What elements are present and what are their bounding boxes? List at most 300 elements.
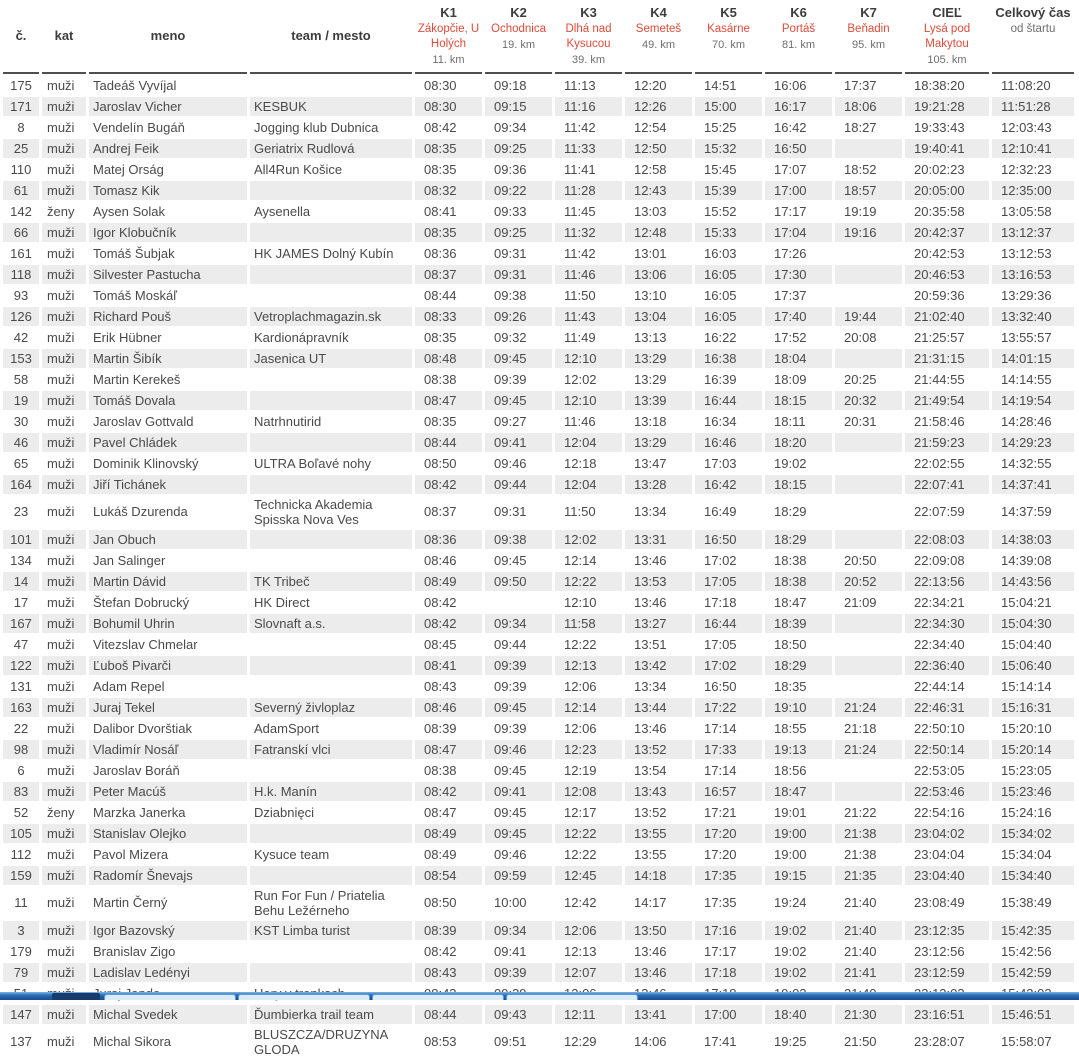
k1-time: 08:49 — [415, 572, 482, 591]
team-cell — [250, 866, 412, 885]
k4-time: 13:44 — [625, 698, 692, 717]
finish-time: 21:58:46 — [914, 413, 965, 429]
table-row — [3, 223, 1074, 242]
table-row — [3, 118, 1074, 137]
k2-time: 09:22 — [485, 181, 552, 200]
k6-time: 18:09 — [774, 371, 807, 387]
k3-time: 11:28 — [555, 181, 622, 200]
k1-time: 08:43 — [415, 963, 482, 982]
k5-time: 15:25 — [704, 119, 737, 135]
column-header-K2 — [485, 2, 552, 74]
k2-time: 09:15 — [485, 97, 552, 116]
k7-time: 18:27 — [844, 119, 877, 135]
category-cell: muži — [42, 866, 86, 885]
k5-time: 16:05 — [704, 287, 737, 303]
k5-time: 17:18 — [695, 963, 762, 982]
k2-time: 09:34 — [485, 614, 552, 633]
k2-time: 09:59 — [485, 866, 552, 885]
rank-cell: 66 — [3, 223, 39, 242]
k4-time: 12:48 — [625, 223, 692, 242]
k6-time: 18:39 — [765, 614, 832, 633]
team-cell — [250, 370, 412, 389]
team-cell: Ďumbierka trail team — [250, 1005, 412, 1024]
k6-time: 19:13 — [765, 740, 832, 759]
column-label: team / mesto — [291, 27, 371, 43]
team-cell: Geriatrix Rudlová — [250, 139, 412, 158]
name-cell: Martin Kerekeš — [93, 371, 181, 387]
name-cell: Igor Klobučník — [89, 223, 247, 242]
k7-time — [835, 761, 902, 780]
k3-time: 11:13 — [564, 77, 596, 93]
total-time: 15:04:40 — [1001, 636, 1052, 652]
k6-time: 18:38 — [765, 572, 832, 591]
k3-time: 11:32 — [555, 223, 622, 242]
rank-cell: 93 — [13, 287, 29, 303]
k3-time: 11:58 — [555, 614, 622, 633]
k4-time: 13:43 — [625, 782, 692, 801]
checkpoint-distance: 11. km — [432, 53, 465, 66]
checkpoint-distance: 39. km — [571, 53, 605, 66]
k2-time: 09:39 — [485, 656, 552, 675]
k3-time: 11:50 — [564, 287, 596, 303]
k6-time: 19:01 — [774, 804, 807, 820]
team-cell: Vetroplachmagazin.sk — [250, 307, 412, 326]
total-time: 11:51:28 — [992, 97, 1074, 116]
name-cell: Igor Bazovský — [89, 921, 247, 940]
category-cell: muži — [47, 895, 75, 911]
table-row — [3, 1005, 1074, 1024]
k3-time: 11:42 — [564, 245, 596, 261]
checkpoint-distance: 49. km — [641, 38, 675, 51]
k2-time: 09:45 — [485, 391, 552, 410]
rank-cell: 17 — [13, 594, 29, 610]
rank-cell: 25 — [3, 139, 39, 158]
k1-time: 08:47 — [424, 804, 457, 820]
finish-time: 20:02:23 — [914, 161, 965, 177]
k7-time: 20:08 — [844, 329, 877, 345]
k3-time: 12:08 — [555, 782, 622, 801]
column-header-K4 — [625, 2, 692, 74]
k1-time: 08:42 — [415, 782, 482, 801]
table-row — [3, 370, 1074, 389]
team-cell — [250, 286, 412, 305]
category-cell: muži — [47, 329, 75, 345]
rank-cell: 118 — [3, 265, 39, 284]
table-row — [3, 677, 1074, 696]
k3-time: 11:46 — [555, 265, 622, 284]
name-cell: Tomasz Kik — [89, 181, 247, 200]
name-cell: Marzka Janerka — [93, 804, 186, 820]
column-header-team / mesto — [250, 2, 412, 74]
k2-time: 09:27 — [494, 413, 527, 429]
k5-time: 17:18 — [704, 594, 737, 610]
team-cell — [250, 530, 412, 549]
column-label: CIEĽ — [932, 5, 962, 20]
team-cell — [250, 433, 412, 452]
total-time: 12:03:43 — [1001, 119, 1052, 135]
k1-time: 08:33 — [415, 307, 482, 326]
checkpoint-distance: 95. km — [851, 38, 885, 51]
column-label: K3 — [580, 5, 597, 20]
rank-cell: 98 — [3, 740, 39, 759]
k5-time: 15:33 — [695, 223, 762, 242]
k5-time: 16:57 — [695, 782, 762, 801]
k6-time: 19:15 — [765, 866, 832, 885]
k1-time: 08:48 — [415, 349, 482, 368]
name-cell: Štefan Dobrucký — [93, 594, 190, 610]
k7-time — [835, 139, 902, 158]
column-label: K1 — [440, 5, 457, 20]
k4-time: 13:06 — [625, 265, 692, 284]
k2-time: 09:39 — [485, 963, 552, 982]
k3-time: 12:02 — [564, 371, 597, 387]
k4-time: 13:34 — [634, 504, 667, 520]
k6-time: 17:04 — [765, 223, 832, 242]
category-cell: muži — [47, 455, 75, 471]
k2-time: 09:31 — [494, 504, 527, 520]
category-cell: muži — [42, 223, 86, 242]
k7-time — [835, 433, 902, 452]
k7-time: 19:19 — [844, 203, 877, 219]
finish-time: 22:36:40 — [905, 656, 989, 675]
total-time: 14:01:15 — [992, 349, 1074, 368]
name-cell: Peter Macúš — [89, 782, 247, 801]
finish-time: 21:49:54 — [905, 391, 989, 410]
k1-time: 08:54 — [415, 866, 482, 885]
name-cell: Martin Šibík — [89, 349, 247, 368]
table-row — [3, 1026, 1074, 1058]
table-row — [3, 475, 1074, 494]
category-cell: muži — [42, 740, 86, 759]
k6-time: 18:29 — [765, 656, 832, 675]
rank-cell: 137 — [10, 1034, 32, 1050]
k4-time: 13:13 — [634, 329, 667, 345]
k1-time: 08:35 — [424, 329, 457, 345]
k7-time — [835, 475, 902, 494]
team-cell — [250, 942, 412, 961]
finish-time: 22:34:21 — [914, 594, 965, 610]
column-header-kat — [42, 2, 86, 74]
total-time: 15:16:31 — [992, 698, 1074, 717]
name-cell: Andrej Feik — [89, 139, 247, 158]
table-row — [3, 635, 1074, 654]
k1-time: 08:47 — [415, 391, 482, 410]
k5-time: 16:42 — [695, 475, 762, 494]
table-row — [3, 824, 1074, 843]
k1-time: 08:30 — [415, 97, 482, 116]
k1-time: 08:44 — [415, 1005, 482, 1024]
k6-time: 18:15 — [765, 475, 832, 494]
k3-time: 12:22 — [555, 824, 622, 843]
team-cell: Natrhnutirid — [254, 413, 322, 429]
rank-cell: 101 — [3, 530, 39, 549]
k2-time: 09:38 — [494, 287, 527, 303]
category-cell: muži — [47, 119, 75, 135]
column-header-č. — [3, 2, 39, 74]
k6-time: 19:10 — [765, 698, 832, 717]
k7-time: 20:52 — [835, 572, 902, 591]
k4-time: 13:10 — [634, 287, 667, 303]
table-row — [3, 593, 1074, 612]
category-cell: muži — [42, 433, 86, 452]
taskbar-button[interactable] — [372, 994, 504, 1000]
team-cell: Severný živloplaz — [250, 698, 412, 717]
k1-time: 08:37 — [424, 504, 457, 520]
rank-cell: 30 — [13, 413, 29, 429]
table-row — [3, 160, 1074, 179]
column-header-Celkový čas — [992, 2, 1074, 74]
name-cell: Silvester Pastucha — [89, 265, 247, 284]
rank-cell: 112 — [10, 846, 32, 862]
name-cell: Martin Černý — [93, 895, 168, 911]
rank-cell: 105 — [3, 824, 39, 843]
k1-time: 08:50 — [424, 455, 457, 471]
category-cell: muži — [42, 656, 86, 675]
name-cell: Ladislav Ledényi — [89, 963, 247, 982]
total-time: 15:23:46 — [992, 782, 1074, 801]
k2-time: 09:46 — [494, 846, 527, 862]
k7-time — [835, 349, 902, 368]
team-cell: AdamSport — [254, 720, 320, 736]
k6-time: 18:40 — [765, 1005, 832, 1024]
k2-time: 09:41 — [485, 782, 552, 801]
name-cell: Radomír Šnevajs — [89, 866, 247, 885]
total-time: 15:42:35 — [992, 921, 1074, 940]
table-row — [3, 719, 1074, 738]
k7-time: 21:09 — [844, 594, 877, 610]
finish-time: 22:09:08 — [914, 552, 965, 568]
team-cell: HK Direct — [254, 594, 310, 610]
k2-time: 09:39 — [494, 720, 527, 736]
k1-time: 08:46 — [424, 552, 457, 568]
k5-time: 16:44 — [695, 614, 762, 633]
k5-time: 17:02 — [695, 656, 762, 675]
finish-time: 21:59:23 — [905, 433, 989, 452]
k2-time: 09:25 — [485, 223, 552, 242]
k1-time: 08:38 — [424, 762, 457, 778]
total-time: 14:38:03 — [992, 530, 1074, 549]
k4-time: 12:26 — [625, 97, 692, 116]
total-time: 15:42:59 — [992, 963, 1074, 982]
k3-time: 12:04 — [555, 433, 622, 452]
finish-time: 21:31:15 — [905, 349, 989, 368]
k5-time: 17:00 — [695, 1005, 762, 1024]
category-cell: muži — [42, 1005, 86, 1024]
finish-time: 23:12:56 — [914, 943, 965, 959]
table-row — [3, 921, 1074, 940]
table-row — [3, 551, 1074, 570]
finish-time: 21:44:55 — [914, 371, 965, 387]
table-row — [3, 740, 1074, 759]
k4-time: 13:28 — [625, 475, 692, 494]
k5-time: 17:41 — [704, 1034, 737, 1050]
total-time: 14:32:55 — [1001, 455, 1052, 471]
k7-time: 19:16 — [835, 223, 902, 242]
team-cell — [250, 391, 412, 410]
table-row — [3, 328, 1074, 347]
finish-time: 22:53:05 — [914, 762, 965, 778]
rank-cell: 161 — [10, 245, 32, 261]
team-cell — [250, 824, 412, 843]
team-cell: Dziabnięci — [254, 804, 314, 820]
table-row — [3, 782, 1074, 801]
k7-time — [835, 656, 902, 675]
total-time: 15:34:40 — [992, 866, 1074, 885]
rank-cell: 131 — [10, 678, 32, 694]
k7-time — [835, 496, 902, 528]
table-row — [3, 349, 1074, 368]
team-cell: ULTRA Boľavé nohy — [254, 455, 371, 471]
k7-time: 21:40 — [835, 921, 902, 940]
k2-time: 10:00 — [494, 895, 527, 911]
taskbar-button[interactable] — [238, 994, 370, 1000]
k3-time: 12:07 — [555, 963, 622, 982]
k3-time: 12:06 — [564, 678, 597, 694]
finish-time: 22:02:55 — [914, 455, 965, 471]
taskbar-button[interactable] — [104, 994, 236, 1000]
team-cell: TK Tribeč — [250, 572, 412, 591]
k2-time: 09:51 — [494, 1034, 527, 1050]
finish-time: 23:04:02 — [905, 824, 989, 843]
k7-time — [835, 614, 902, 633]
table-row — [3, 530, 1074, 549]
checkpoint-location: Dlhá nad Kysucou — [565, 23, 612, 50]
k2-time: 09:45 — [494, 804, 527, 820]
finish-time: 22:34:30 — [905, 614, 989, 633]
k3-time: 12:23 — [555, 740, 622, 759]
k5-time: 15:39 — [695, 181, 762, 200]
k5-time: 17:05 — [704, 636, 737, 652]
category-cell: muži — [47, 943, 75, 959]
finish-time: 23:28:07 — [914, 1034, 965, 1050]
k6-time: 17:07 — [774, 161, 807, 177]
name-cell: Vendelín Bugáň — [93, 119, 185, 135]
total-time: 13:12:37 — [992, 223, 1074, 242]
checkpoint-distance: 70. km — [711, 38, 745, 51]
k1-time: 08:50 — [424, 895, 457, 911]
k3-time: 11:45 — [564, 203, 596, 219]
name-cell: Tomáš Dovala — [89, 391, 247, 410]
k2-time: 09:45 — [485, 349, 552, 368]
k2-time: 09:45 — [494, 762, 527, 778]
rank-cell: 11 — [14, 895, 28, 911]
k7-time: 21:35 — [835, 866, 902, 885]
k5-time: 16:46 — [695, 433, 762, 452]
finish-time: 22:08:03 — [905, 530, 989, 549]
k1-time: 08:35 — [415, 223, 482, 242]
column-header-meno — [89, 2, 247, 74]
checkpoint-location: Portáš — [781, 23, 816, 36]
rank-cell: 167 — [3, 614, 39, 633]
taskbar-button[interactable] — [506, 994, 638, 1000]
finish-time: 23:04:04 — [914, 846, 965, 862]
column-header-K1 — [415, 2, 482, 74]
column-header-CIEĽ — [905, 2, 989, 74]
rank-cell: 179 — [10, 943, 32, 959]
k7-time: 21:22 — [844, 804, 877, 820]
rank-cell: 47 — [13, 636, 29, 652]
k6-time: 19:24 — [774, 895, 807, 911]
table-row — [3, 433, 1074, 452]
k6-time: 18:11 — [774, 413, 806, 429]
table-row — [3, 761, 1074, 780]
total-time: 13:55:57 — [1001, 329, 1052, 345]
k6-time: 17:00 — [765, 181, 832, 200]
header-row — [3, 2, 1074, 74]
table-row — [3, 202, 1074, 221]
table-header — [3, 2, 1074, 74]
category-cell: muži — [47, 413, 75, 429]
team-cell — [250, 677, 412, 696]
rank-cell: 147 — [3, 1005, 39, 1024]
k4-time: 13:46 — [634, 720, 667, 736]
category-cell: muži — [42, 572, 86, 591]
team-cell — [250, 963, 412, 982]
k5-time: 16:38 — [695, 349, 762, 368]
checkpoint-location: Semeteš — [635, 23, 682, 36]
k5-time: 17:14 — [704, 762, 737, 778]
rank-cell: 164 — [3, 475, 39, 494]
rank-cell: 65 — [13, 455, 29, 471]
table-row — [3, 963, 1074, 982]
total-time: 13:29:36 — [1001, 287, 1052, 303]
k5-time: 16:50 — [704, 678, 737, 694]
k6-time: 17:17 — [774, 203, 807, 219]
table-row — [3, 97, 1074, 116]
k3-time: 11:43 — [555, 307, 622, 326]
k4-time: 13:42 — [625, 656, 692, 675]
k5-time: 17:35 — [704, 895, 737, 911]
team-cell — [250, 656, 412, 675]
k6-time: 16:42 — [774, 119, 807, 135]
k6-time: 18:29 — [765, 530, 832, 549]
k3-time: 11:41 — [564, 161, 596, 177]
k4-time: 12:54 — [634, 119, 667, 135]
table-row — [3, 244, 1074, 263]
k2-time: 09:38 — [485, 530, 552, 549]
total-time: 13:12:53 — [1001, 245, 1052, 261]
category-cell: muži — [47, 161, 75, 177]
taskbar-active-button[interactable] — [52, 993, 100, 1000]
k5-time: 16:39 — [704, 371, 737, 387]
k4-time: 13:55 — [625, 824, 692, 843]
k6-time: 19:25 — [774, 1034, 807, 1050]
k2-time: 09:45 — [494, 552, 527, 568]
k7-time: 21:50 — [844, 1034, 877, 1050]
category-cell: muži — [47, 287, 75, 303]
table-row — [3, 391, 1074, 410]
k5-time: 15:00 — [695, 97, 762, 116]
category-cell: muži — [42, 139, 86, 158]
name-cell: Lukáš Dzurenda — [93, 504, 188, 520]
checkpoint-distance: 19. km — [501, 38, 535, 51]
table-row — [3, 656, 1074, 675]
team-cell — [250, 76, 412, 95]
k3-time: 12:04 — [555, 475, 622, 494]
column-header-K6 — [765, 2, 832, 74]
k7-time: 18:06 — [835, 97, 902, 116]
checkpoint-location: Ochodnica — [491, 23, 546, 36]
name-cell: Jan Salinger — [93, 552, 166, 568]
column-label: K6 — [790, 5, 807, 20]
total-time: 15:38:49 — [1001, 895, 1052, 911]
k5-time: 17:22 — [695, 698, 762, 717]
table-row — [3, 139, 1074, 158]
k2-time: 09:45 — [485, 824, 552, 843]
team-cell: Technicka Akademia Spisska Nova Ves — [254, 496, 373, 527]
rank-cell: 52 — [13, 804, 29, 820]
column-header-K7 — [835, 2, 902, 74]
